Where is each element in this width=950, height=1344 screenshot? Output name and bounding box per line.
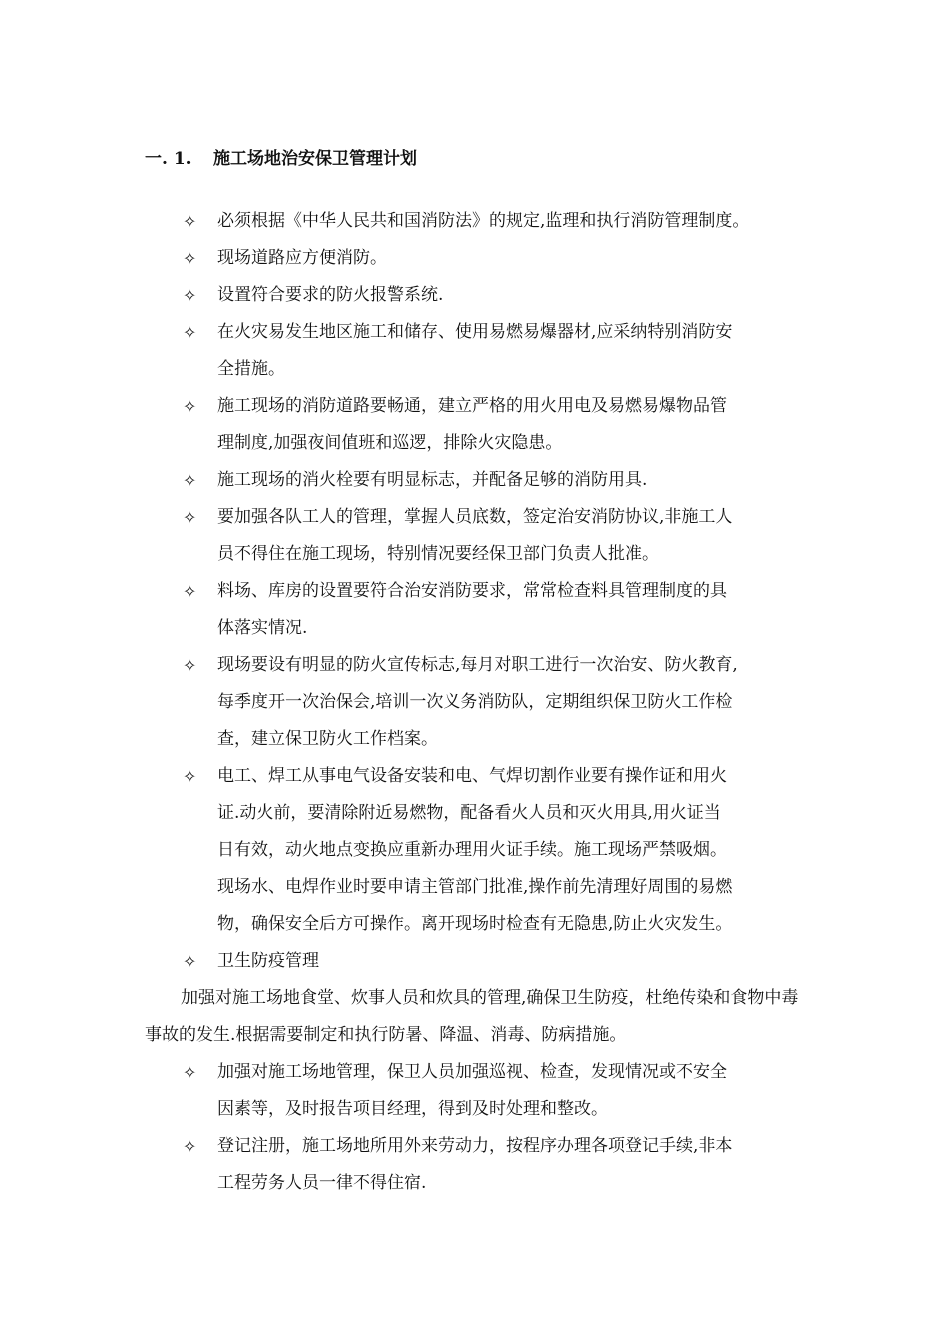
diamond-bullet-icon: ✧	[183, 249, 197, 268]
list-item-text: 料场、库房的设置要符合治安消防要求，常常检查料具管理制度的具 体落实情况.	[217, 581, 727, 638]
diamond-bullet-icon: ✧	[183, 286, 197, 305]
list-item-text: 设置符合要求的防火报警系统.	[217, 285, 444, 305]
list-item-text: 卫生防疫管理	[217, 951, 319, 971]
list-item	[145, 943, 825, 980]
section-heading	[145, 147, 417, 171]
list-item	[145, 647, 825, 758]
diamond-bullet-icon: ✧	[183, 582, 197, 601]
list-item	[145, 277, 825, 314]
document-body	[145, 203, 825, 1202]
section-number: 一. 1.	[145, 149, 192, 169]
bullet-list-fire-safety	[145, 203, 825, 980]
diamond-bullet-icon: ✧	[183, 767, 197, 786]
list-item-text: 电工、焊工从事电气设备安装和电、气焊切割作业要有操作证和用火 证.动火前，要清除附近易燃物，配备看火人员和灭火用具,用火证当 日有效，动火地点变换应重新办理用火证手续。施工现场严禁吸烟。 现场水、电焊作业时要申请主管部门批准,操作前先清理好周围的易燃 物，确保安全后方可操作。离开现场时检查有无隐患,防止火灾发生。	[217, 766, 733, 934]
diamond-bullet-icon: ✧	[183, 323, 197, 342]
list-item	[145, 499, 825, 573]
section-title: 施工场地治安保卫管理计划	[213, 149, 417, 169]
list-item-text: 现场要设有明显的防火宣传标志,每月对职工进行一次治安、防火教育, 每季度开一次治保会,培训一次义务消防队，定期组织保卫防火工作检 查，建立保卫防火工作档案。	[217, 655, 738, 749]
list-item-text: 施工现场的消火栓要有明显标志，并配备足够的消防用具.	[217, 470, 648, 490]
list-item-text: 加强对施工场地管理，保卫人员加强巡视、检查，发现情况或不安全 因素等，及时报告项目经理，得到及时处理和整改。	[217, 1062, 727, 1119]
diamond-bullet-icon: ✧	[183, 508, 197, 527]
diamond-bullet-icon: ✧	[183, 212, 197, 231]
bullet-list-security	[145, 1054, 825, 1202]
list-item-text: 现场道路应方便消防。	[217, 248, 387, 268]
diamond-bullet-icon: ✧	[183, 1063, 197, 1082]
list-item-text: 必须根据《中华人民共和国消防法》的规定,监理和执行消防管理制度。	[217, 211, 750, 231]
list-item	[145, 1054, 825, 1128]
diamond-bullet-icon: ✧	[183, 1137, 197, 1156]
list-item	[145, 203, 825, 240]
list-item-text: 登记注册，施工场地所用外来劳动力，按程序办理各项登记手续,非本 工程劳务人员一律不得住宿.	[217, 1136, 733, 1193]
diamond-bullet-icon: ✧	[183, 656, 197, 675]
list-item	[145, 388, 825, 462]
list-item-text: 要加强各队工人的管理，掌握人员底数，签定治安消防协议,非施工人 员不得住在施工现场，特别情况要经保卫部门负责人批准。	[217, 507, 733, 564]
list-item	[145, 314, 825, 388]
list-item	[145, 462, 825, 499]
list-item	[145, 1128, 825, 1202]
list-item	[145, 240, 825, 277]
list-item-text: 施工现场的消防道路要畅通，建立严格的用火用电及易燃易爆物品管 理制度,加强夜间值班和巡逻，排除火灾隐患。	[217, 396, 727, 453]
diamond-bullet-icon: ✧	[183, 952, 197, 971]
body-paragraph: 加强对施工场地食堂、炊事人员和炊具的管理,确保卫生防疫，杜绝传染和食物中毒事故的发生.根据需要制定和执行防暑、降温、消毒、防病措施。	[145, 988, 799, 1045]
diamond-bullet-icon: ✧	[183, 471, 197, 490]
diamond-bullet-icon: ✧	[183, 397, 197, 416]
list-item-text: 在火灾易发生地区施工和储存、使用易燃易爆器材,应采纳特别消防安 全措施。	[217, 322, 733, 379]
list-item	[145, 758, 825, 943]
list-item	[145, 573, 825, 647]
